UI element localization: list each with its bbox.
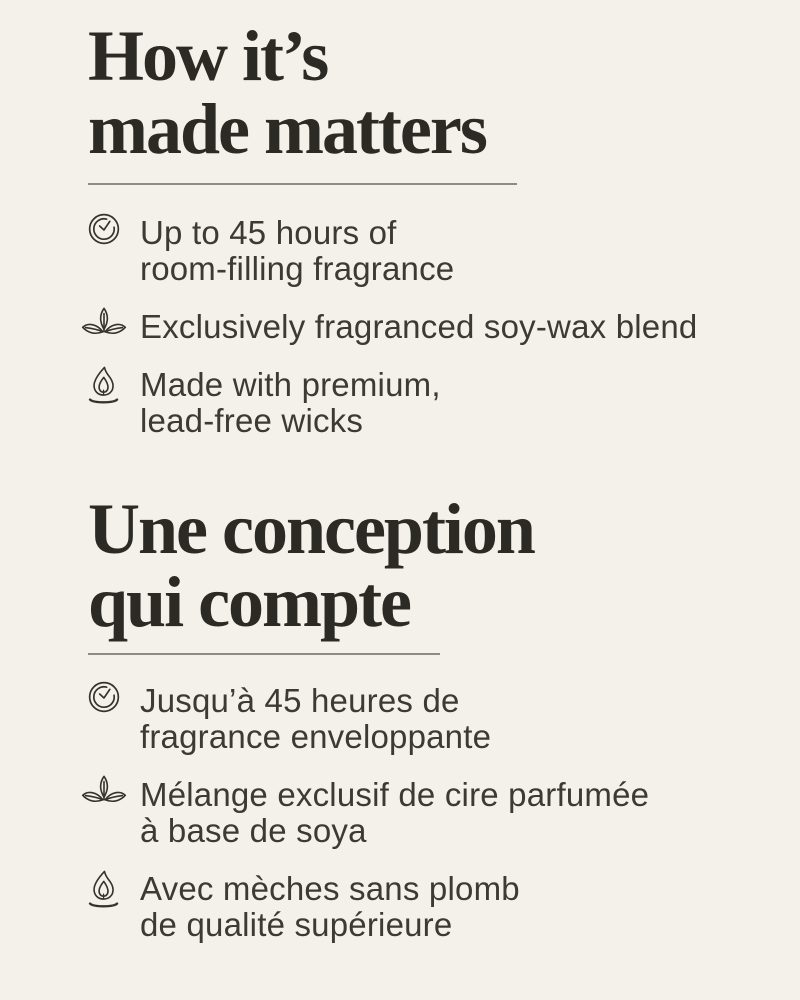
leaves-icon: [78, 306, 130, 342]
heading-divider: [88, 653, 440, 655]
flame-icon: [78, 364, 130, 408]
leaves-icon: [78, 774, 130, 810]
feature-line: Avec mèches sans plomb: [140, 869, 520, 907]
feature-text: [140, 309, 697, 345]
heading-line-1: How it’s: [88, 16, 328, 96]
feature-line: à base de soya: [140, 811, 367, 849]
feature-line: room-filling fragrance: [140, 250, 455, 288]
section-french: [88, 489, 764, 943]
heading-line-2: qui compte: [88, 562, 410, 643]
feature-burn-time: [88, 683, 764, 755]
feature-line: Exclusively fragranced soy-wax blend: [140, 308, 698, 346]
feature-line: Jusqu’à 45 heures de: [140, 681, 460, 719]
feature-line: de qualité supérieure: [140, 905, 453, 943]
feature-wicks: [88, 871, 764, 943]
feature-burn-time: [88, 215, 764, 287]
clock-icon: [78, 212, 130, 246]
heading-line-1: Une conception: [88, 489, 534, 570]
feature-line: Made with premium,: [140, 366, 441, 404]
feature-soy-wax: [88, 777, 764, 849]
feature-text: [140, 871, 520, 943]
page-title-french: [88, 489, 764, 643]
feature-line: Up to 45 hours of: [140, 214, 397, 252]
feature-text: [140, 215, 454, 287]
feature-text: [140, 683, 491, 755]
feature-line: lead-free wicks: [140, 402, 364, 440]
feature-wicks: [88, 367, 764, 439]
page-title: [88, 16, 764, 169]
flame-icon: [78, 868, 130, 912]
section-english: [88, 16, 764, 440]
feature-line: fragrance enveloppante: [140, 717, 492, 755]
heading-line-2: made matters: [88, 88, 486, 169]
clock-icon: [78, 680, 130, 714]
feature-list: [88, 215, 764, 439]
feature-soy-wax: [88, 309, 764, 345]
feature-text: [140, 777, 649, 849]
feature-line: Mélange exclusif de cire parfumée: [140, 775, 650, 813]
feature-text: [140, 367, 441, 439]
feature-list: [88, 683, 764, 943]
heading-divider: [88, 183, 517, 185]
